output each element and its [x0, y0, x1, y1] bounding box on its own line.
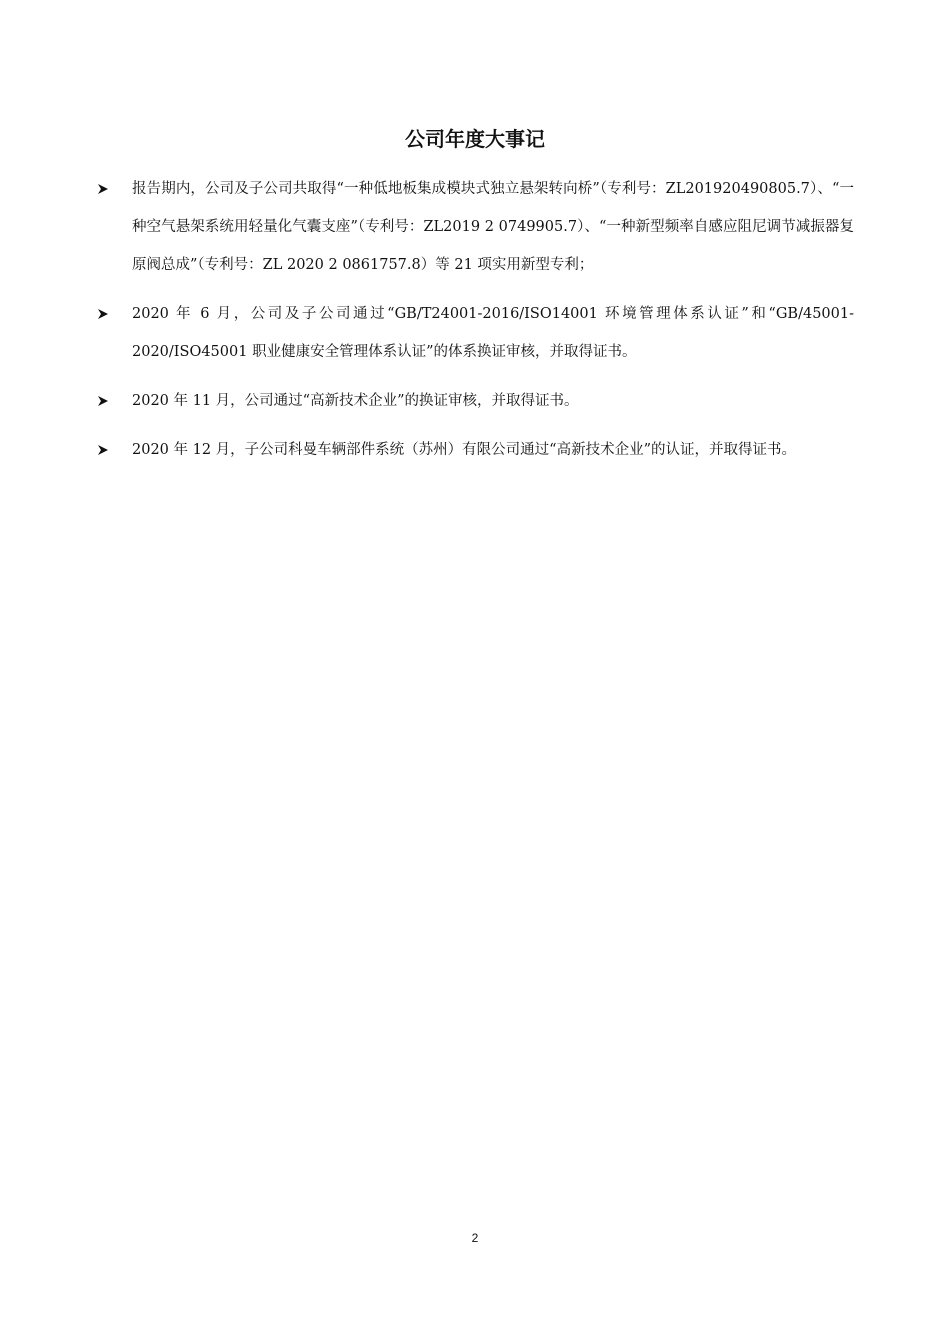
- list-item: [96, 431, 854, 469]
- arrowhead-bullet-icon: [98, 309, 108, 319]
- events-list: [96, 170, 854, 480]
- event-text: 2020 年 12 月，子公司科曼车辆部件系统（苏州）有限公司通过“高新技术企业”的认证，并取得证书。: [132, 442, 797, 458]
- list-item: [96, 382, 854, 420]
- page-number: 2: [471, 1231, 479, 1245]
- list-item: [96, 295, 854, 371]
- page-title: 公司年度大事记: [405, 127, 545, 151]
- list-item: [96, 170, 854, 284]
- event-text: 报告期内，公司及子公司共取得“一种低地板集成模块式独立悬架转向桥”（专利号：ZL201920490805.7）、“一种空气悬架系统用轻量化气囊支座”（专利号：ZL2019 2 0749905.7）、“一种新型频率自感应阻尼调节减振器复原阀总成”（专利号：ZL 2020 2 0861757.8）等 21 项实用新型专利；: [132, 181, 854, 273]
- event-text: 2020 年 11 月，公司通过“高新技术企业”的换证审核，并取得证书。: [132, 393, 579, 409]
- event-text: 2020 年 6 月，公司及子公司通过“GB/T24001-2016/ISO14001 环境管理体系认证”和“GB/45001-2020/ISO45001 职业健康安全管理体系认证”的体系换证审核，并取得证书。: [132, 306, 854, 360]
- arrowhead-bullet-icon: [98, 396, 108, 406]
- arrowhead-bullet-icon: [98, 445, 108, 455]
- arrowhead-bullet-icon: [98, 184, 108, 194]
